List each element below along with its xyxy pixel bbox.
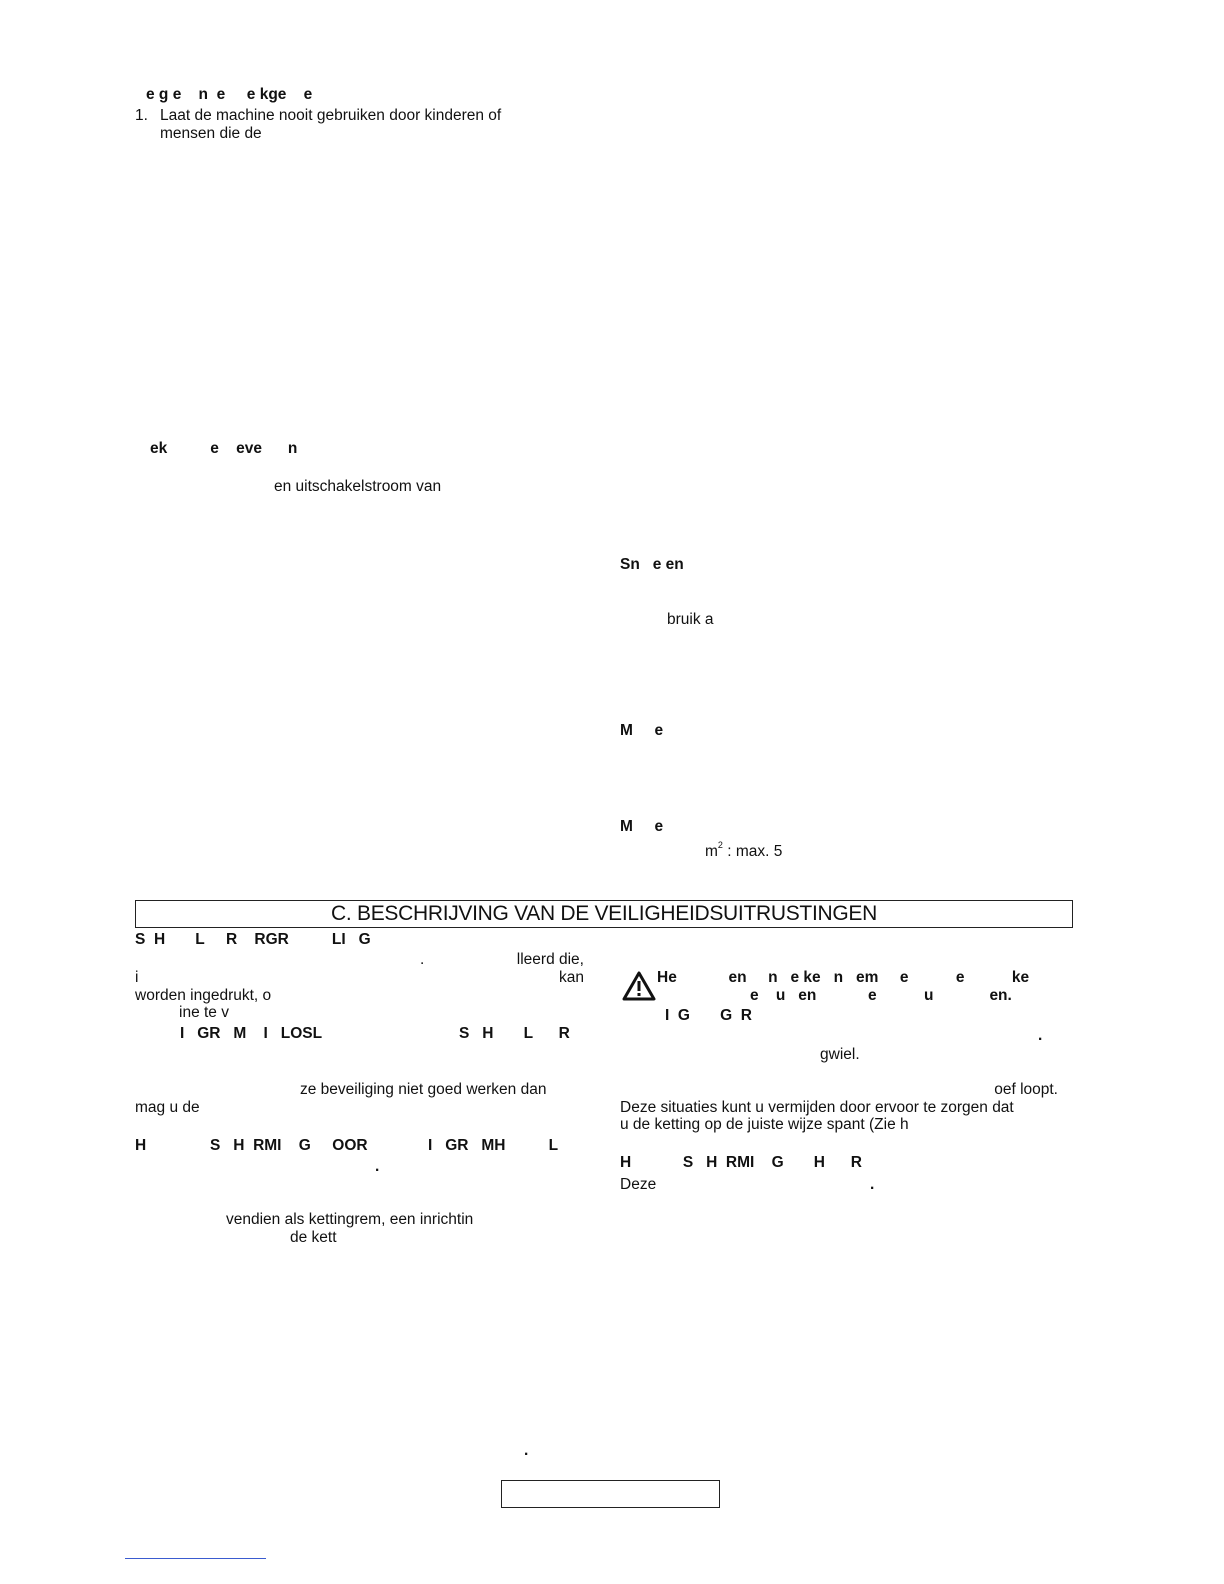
footer-rule <box>125 1558 266 1559</box>
unit-text: $m^2$ : max. 5 <box>705 839 783 860</box>
heading-m-1: M e <box>620 722 664 739</box>
text-fragment: vendien als kettingrem, een inrichtin <box>226 1211 474 1228</box>
section-title-box <box>135 900 1073 928</box>
subheading-trigger-lock: I GR M I LOSL <box>180 1025 323 1042</box>
text-fragment: worden ingedrukt, o <box>135 987 272 1004</box>
page-number-box <box>501 1480 720 1508</box>
text-fragment: ine te v <box>179 1004 229 1021</box>
subheading-kickback: I G G R <box>665 1007 752 1024</box>
text-fragment: mag u de <box>135 1099 200 1116</box>
subheading-hand-guard-mid: S H RMI G OOR <box>210 1137 368 1154</box>
warning-text: He en n e ke n em e e ke <box>657 969 1030 986</box>
subheading-chain-brake: S H L R RGR LI G <box>135 931 371 948</box>
subheading-chain-catcher: H S H RMI G H R <box>620 1154 862 1171</box>
text-fragment: . <box>870 1176 875 1193</box>
text-fragment: lleerd die, <box>516 951 584 968</box>
heading-m-2: M e <box>620 818 664 835</box>
warning-triangle-icon <box>622 971 656 1001</box>
heading-cutting: Sn e en <box>620 556 684 573</box>
text-fragment: oef loopt. <box>994 1081 1058 1098</box>
text-line: u de ketting op de juiste wijze spant (Zie h <box>620 1116 909 1133</box>
list-item-text-continued: mensen die de <box>160 125 262 142</box>
text-fragment: i <box>135 969 139 986</box>
text-fragment: bruik a <box>667 611 714 628</box>
heading-general-safety: e g e n e e kge e <box>146 86 313 103</box>
heading-electrical: ek e eve n <box>150 440 298 457</box>
text-fragment: Deze <box>620 1176 657 1193</box>
text-fragment: en uitschakelstroom van <box>274 478 442 495</box>
text-fragment: de kett <box>290 1229 337 1246</box>
text-fragment: ze beveiliging niet goed werken dan <box>300 1081 547 1098</box>
text-fragment: kan <box>559 969 584 986</box>
text-fragment: gwiel. <box>820 1046 860 1063</box>
warning-text-continued: e u en e u en. <box>750 987 1012 1004</box>
section-title: C. BESCHRIJVING VAN DE VEILIGHEIDSUITRUSTINGEN <box>331 902 877 925</box>
footer-dot: . <box>524 1442 529 1459</box>
list-item-number: 1. <box>135 107 148 124</box>
text-line: Deze situaties kunt u vermijden door ervoor te zorgen dat <box>620 1099 1014 1116</box>
text-fragment: . <box>375 1158 380 1175</box>
text-fragment: . <box>1038 1027 1043 1044</box>
subheading-hand-guard: H <box>135 1137 147 1154</box>
subheading-hand-guard-right: I GR MH L <box>428 1137 559 1154</box>
text-fragment: . <box>420 951 425 968</box>
subheading-trigger-lock-right: S H L R <box>459 1025 570 1042</box>
list-item-text: Laat de machine nooit gebruiken door kinderen of <box>160 107 502 124</box>
